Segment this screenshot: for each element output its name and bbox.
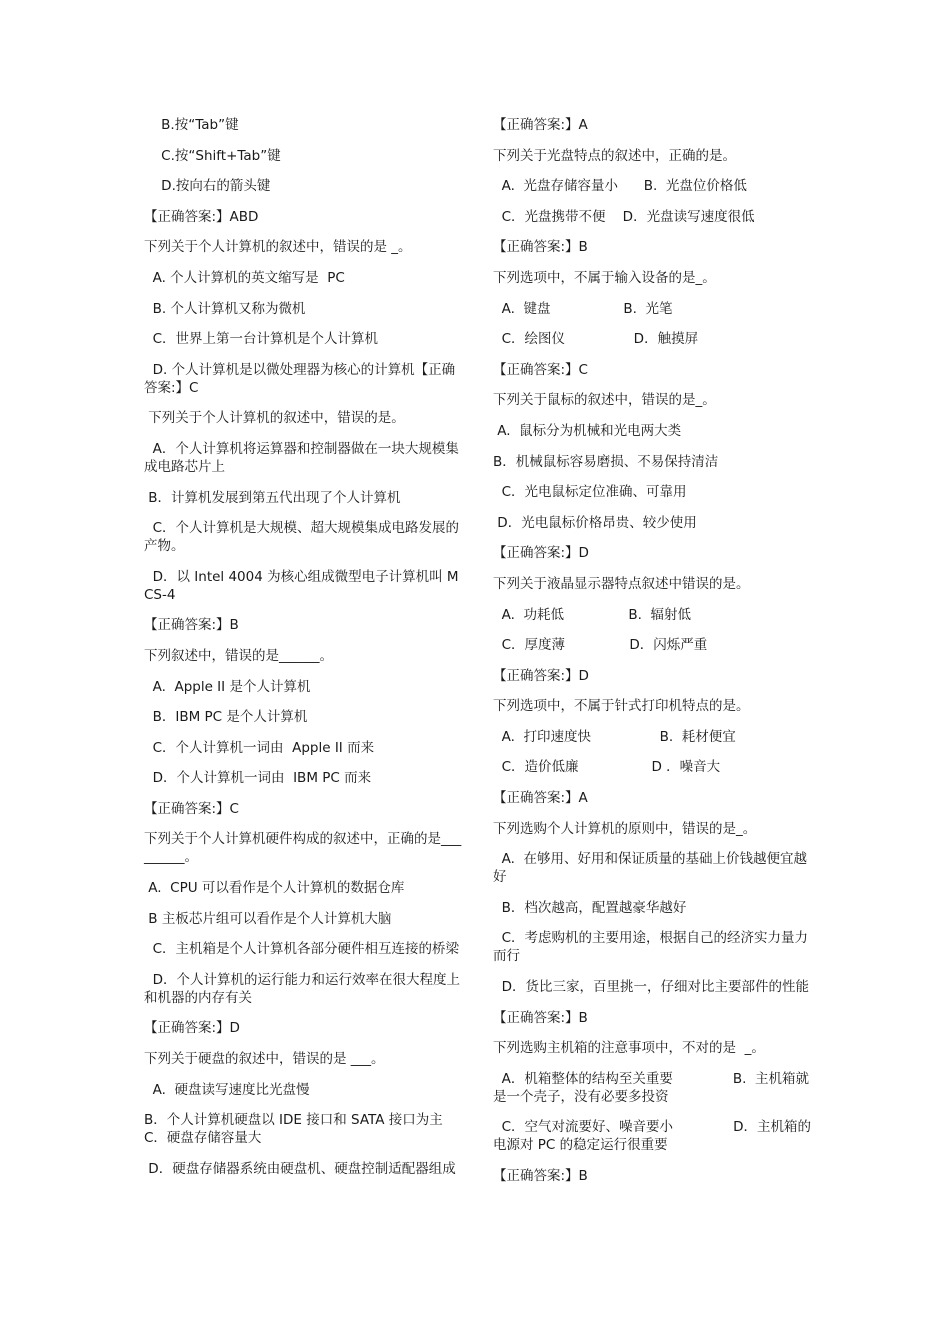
right-column-line: 【正确答案:】A: [493, 117, 588, 133]
right-column-line: C．绘图仪 D．触摸屏: [493, 331, 699, 348]
right-column-line: C．造价低廉 D ．噪音大: [493, 759, 721, 776]
right-column-line: 下列选购主机箱的注意事项中，不对的是 _。: [493, 1040, 765, 1057]
left-column-line: D．个人计算机的运行能力和运行效率在很大程度上和机器的内存有关: [144, 971, 460, 1006]
left-column-line: B.按“Tab”键: [144, 117, 239, 133]
left-column-line: A. CPU 可以看作是个人计算机的数据仓库: [144, 880, 405, 897]
left-column-line: 下列关于个人计算机的叙述中，错误的是 _。: [144, 239, 412, 256]
right-column-line: A. 键盘 B. 光笔: [493, 300, 673, 317]
right-column-line: 【正确答案:】D: [493, 545, 589, 562]
right-column-line: A. 鼠标分为机械和光电两大类: [493, 422, 682, 439]
left-column-line: C．世界上第一台计算机是个人计算机: [144, 331, 379, 348]
left-column-line: D．以 Intel 4004 为核心组成微型电子计算机叫 MCS-4: [144, 568, 459, 603]
right-column-line: 【正确答案:】B: [493, 239, 588, 256]
left-column-line: C．主机箱是个人计算机各部分硬件相互连接的桥梁: [144, 941, 460, 958]
left-column-line: 下列关于硬盘的叙述中，错误的是 ___。: [144, 1051, 385, 1068]
right-column-line: 【正确答案:】A: [493, 790, 588, 807]
right-column-line: 【正确答案:】B: [493, 1168, 588, 1184]
right-column-line: D．货比三家，百里挑一，仔细对比主要部件的性能: [493, 979, 809, 996]
right-column-line: 下列选购个人计算机的原则中，错误的是_。: [493, 820, 757, 837]
right-column-line: C．光电鼠标定位准确、可靠用: [493, 484, 687, 501]
right-column-line: C．空气对流要好、噪音要小 D．主机箱的电源对 PC 的稳定运行很重要: [493, 1119, 811, 1154]
right-column-line: 【正确答案:】C: [493, 361, 588, 378]
right-column-line: A．机箱整体的结构至关重要 B. 主机箱就是一个壳子，没有必要多投资: [493, 1070, 810, 1105]
left-column-line: A. Apple II 是个人计算机: [144, 678, 311, 695]
left-column-line: A．个人计算机将运算器和控制器做在一块大规模集成电路芯片上: [144, 440, 459, 475]
left-column-line: B．计算机发展到第五代出现了个人计算机: [144, 489, 401, 506]
left-column-line: B. 个人计算机又称为微机: [144, 300, 306, 317]
left-column-line: A. 硬盘读写速度比光盘慢: [144, 1081, 310, 1098]
left-column-line: 【正确答案:】C: [144, 800, 239, 817]
left-column-line: 下列关于个人计算机硬件构成的叙述中，正确的是_________。: [144, 831, 462, 866]
left-column-line: 【正确答案:】D: [144, 1020, 240, 1037]
left-column-line: 下列叙述中，错误的是______。: [144, 647, 333, 664]
right-column-line: B．机械鼠标容易磨损、不易保持清洁: [493, 453, 719, 470]
right-column-line: D．光电鼠标价格昂贵、较少使用: [493, 514, 697, 531]
right-column-line: A. 光盘存储容量小 B. 光盘位价格低: [493, 178, 747, 195]
right-column-line: C．考虑购机的主要用途，根据自己的经济实力量力而行: [493, 930, 809, 965]
right-column-line: C．厚度薄 D．闪烁严重: [493, 637, 708, 654]
right-column-line: 下列选项中，不属于输入设备的是_。: [493, 269, 716, 286]
left-column-line: C．个人计算机一词由 Apple II 而来: [144, 739, 375, 756]
right-column-line: A. 在够用、好用和保证质量的基础上价钱越便宜越好: [493, 851, 807, 886]
left-column-line: D.按向右的箭头键: [144, 178, 271, 195]
left-column-line: D．硬盘存储器系统由硬盘机、硬盘控制适配器组成: [144, 1160, 456, 1177]
right-column: [493, 116, 811, 1198]
left-column-line: B．IBM PC 是个人计算机: [144, 709, 308, 726]
left-column-line: D. 个人计算机是以微处理器为核心的计算机【正确答案:】C: [144, 361, 456, 396]
left-column-line: C.按“Shift+Tab”键: [144, 147, 281, 164]
right-column-line: 下列关于液晶显示器特点叙述中错误的是。: [493, 575, 750, 592]
right-column-line: 下列选项中，不属于针式打印机特点的是。: [493, 698, 750, 715]
left-column-line: A. 个人计算机的英文缩写是 PC: [144, 269, 345, 286]
left-column-line: C．个人计算机是大规模、超大规模集成电路发展的产物。: [144, 520, 460, 555]
left-column-line: B 主板芯片组可以看作是个人计算机大脑: [144, 910, 392, 927]
left-column-line: B．个人计算机硬盘以 IDE 接口和 SATA 接口为主C．硬盘存储容量大: [144, 1112, 443, 1147]
right-column-line: C．光盘携带不便 D．光盘读写速度很低: [493, 208, 755, 225]
left-column-line: 下列关于个人计算机的叙述中，错误的是。: [144, 410, 405, 427]
left-column-line: D．个人计算机一词由 IBM PC 而来: [144, 770, 372, 787]
right-column-line: 下列关于光盘特点的叙述中，正确的是。: [493, 147, 736, 164]
left-column-line: 【正确答案:】B: [144, 617, 239, 634]
right-column-line: B．档次越高，配置越豪华越好: [493, 899, 687, 916]
right-column-line: A. 打印速度快 B. 耗材便宜: [493, 728, 736, 745]
right-column-line: A. 功耗低 B. 辐射低: [493, 606, 691, 623]
right-column-line: 【正确答案:】D: [493, 667, 589, 684]
left-column: [144, 116, 462, 1190]
right-column-line: 【正确答案:】B: [493, 1009, 588, 1026]
right-column-line: 下列关于鼠标的叙述中，错误的是_。: [493, 392, 716, 409]
left-column-line: 【正确答案:】ABD: [144, 208, 259, 225]
